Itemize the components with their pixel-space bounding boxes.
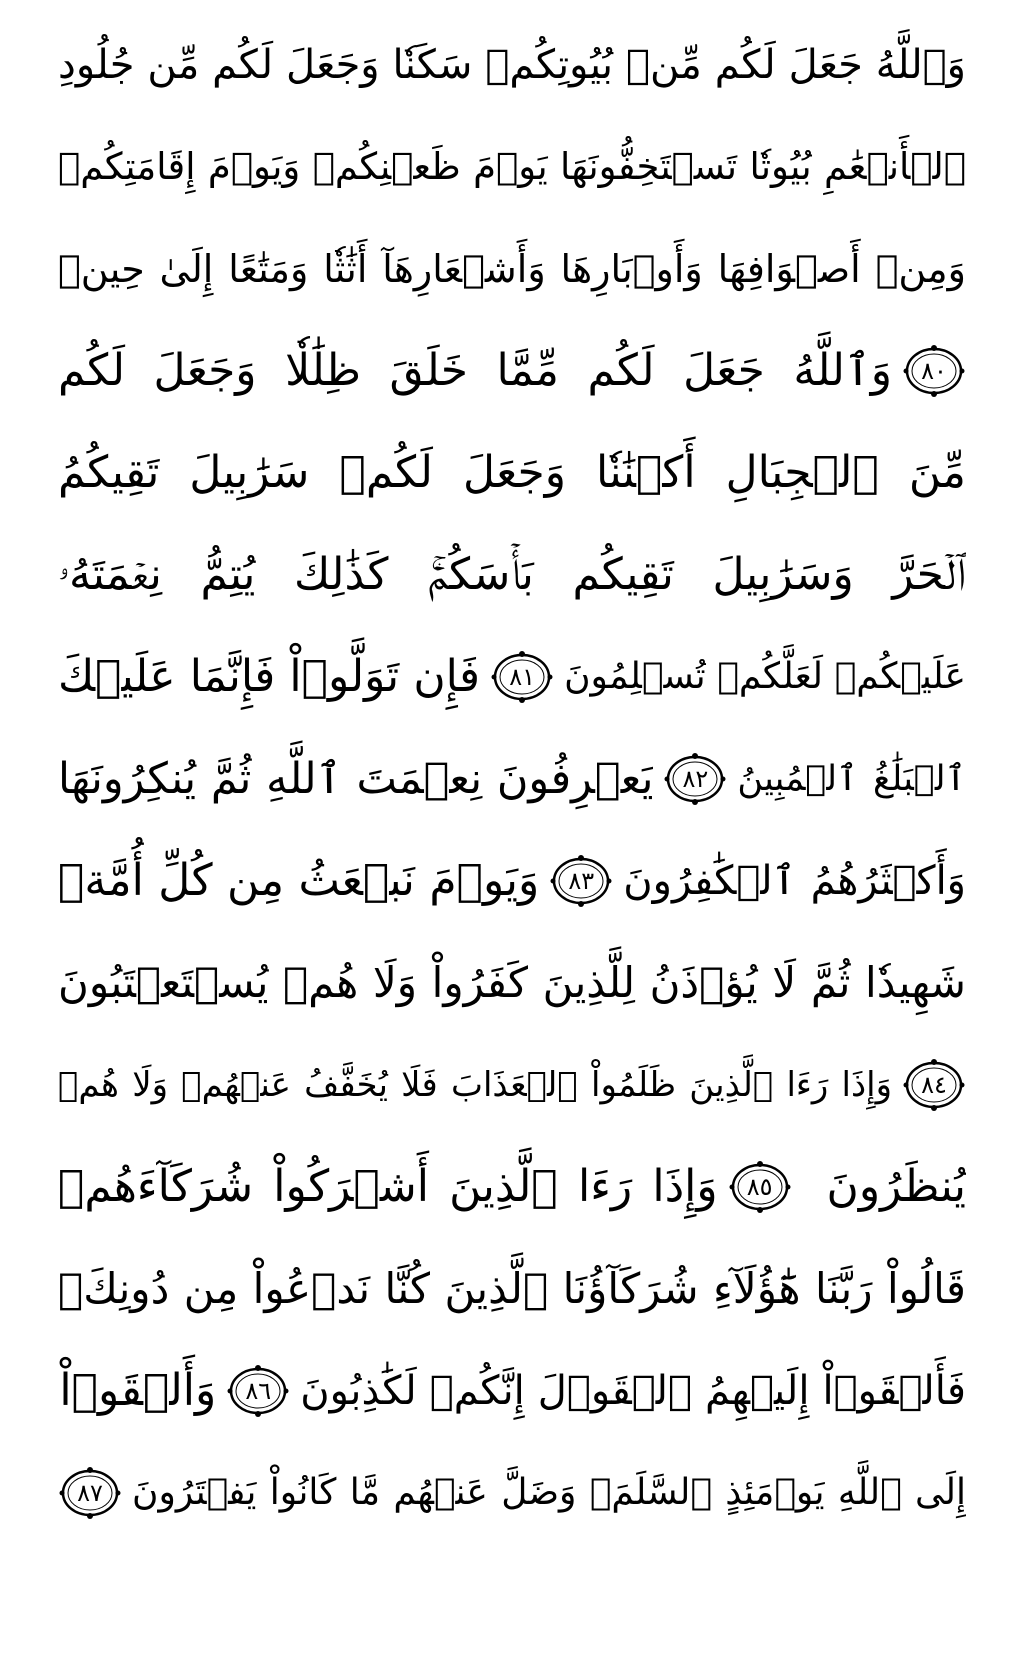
verse-end-marker bbox=[728, 1160, 792, 1214]
verse-text: شَهِيدٗا ثُمَّ لَا يُؤۡذَنُ لِلَّذِينَ كَفَرُواْ وَلَا هُمۡ يُسۡتَعۡتَبُونَ bbox=[58, 958, 966, 1007]
verse-end-marker bbox=[490, 650, 554, 704]
verse-text: وَيَوۡمَ نَبۡعَثُ مِن كُلِّ أُمَّةٖ bbox=[58, 855, 540, 906]
verse-number: ٨٠ bbox=[921, 357, 947, 385]
verse-text: وَمِنۡ أَصۡوَافِهَا وَأَوۡبَارِهَا وَأَشۡعَارِهَآ أَثَٰثٗا وَمَتَٰعًا إِلَىٰ حِينٖ bbox=[58, 247, 966, 291]
verse-text: مِّنَ ٱلۡجِبَالِ أَكۡنَٰنٗا وَجَعَلَ لَكُمۡ سَرَٰبِيلَ تَقِيكُمُ bbox=[58, 447, 966, 498]
verse-text: يُنظَرُونَ bbox=[826, 1161, 966, 1212]
verse-text: وَٱللَّهُ جَعَلَ لَكُم مِّمَّا خَلَقَ ظِلَٰلٗا وَجَعَلَ لَكُم bbox=[58, 345, 892, 396]
verse-text: فَأَلۡقَوۡاْ إِلَيۡهِمُ ٱلۡقَوۡلَ إِنَّكُمۡ لَكَٰذِبُونَ bbox=[300, 1368, 966, 1414]
verse-text: يَعۡرِفُونَ نِعۡمَتَ ٱللَّهِ ثُمَّ يُنكِرُونَهَا bbox=[58, 754, 654, 804]
verse-number: ٨١ bbox=[509, 663, 535, 691]
text-line bbox=[58, 1238, 966, 1340]
text-line bbox=[58, 422, 966, 524]
verse-end-marker bbox=[902, 344, 966, 398]
text-line bbox=[58, 1442, 966, 1544]
text-line bbox=[58, 830, 966, 932]
verse-text: إِلَى ٱللَّهِ يَوۡمَئِذٍ ٱلسَّلَمَۖ وَضَلَّ عَنۡهُم مَّا كَانُواْ يَفۡتَرُونَ bbox=[132, 1472, 966, 1513]
verse-end-marker bbox=[549, 854, 613, 908]
text-line bbox=[58, 320, 966, 422]
verse-number: ٨٥ bbox=[746, 1173, 773, 1201]
verse-number: ٨٢ bbox=[682, 765, 709, 793]
verse-number: ٨٧ bbox=[77, 1479, 103, 1507]
verse-text: فَإِن تَوَلَّوۡاْ فَإِنَّمَا عَلَيۡكَ bbox=[58, 651, 481, 702]
verse-text: وَإِذَا رَءَا ٱلَّذِينَ ظَلَمُواْ ٱلۡعَذَابَ فَلَا يُخَفَّفُ عَنۡهُمۡ وَلَا هُمۡ bbox=[58, 1065, 892, 1105]
verse-end-marker bbox=[226, 1364, 290, 1418]
verse-number: ٨٣ bbox=[568, 867, 595, 895]
verse-text: ٱلۡبَلَٰغُ ٱلۡمُبِينُ bbox=[737, 759, 966, 799]
verse-text: وَأَلۡقَوۡاْ bbox=[59, 1365, 217, 1416]
verse-number: ٨٤ bbox=[921, 1071, 947, 1099]
text-line bbox=[58, 524, 966, 626]
verse-text: ٱلۡحَرَّ وَسَرَٰبِيلَ تَقِيكُم بَأۡسَكُمۡۚ كَذَٰلِكَ يُتِمُّ نِعۡمَتَهُۥ bbox=[58, 549, 966, 600]
verse-number: ٨٦ bbox=[245, 1377, 272, 1405]
text-line bbox=[58, 728, 966, 830]
text-line bbox=[58, 1340, 966, 1442]
text-line bbox=[58, 626, 966, 728]
text-line bbox=[58, 116, 966, 218]
verse-text: وَإِذَا رَءَا ٱلَّذِينَ أَشۡرَكُواْ شُرَكَآءَهُمۡ bbox=[58, 1161, 718, 1212]
verse-end-marker bbox=[902, 1058, 966, 1112]
verse-text: وَأَكۡثَرُهُمُ ٱلۡكَٰفِرُونَ bbox=[623, 858, 966, 904]
verse-text: عَلَيۡكُمۡ لَعَلَّكُمۡ تُسۡلِمُونَ bbox=[564, 656, 966, 697]
text-line bbox=[58, 14, 966, 116]
text-line bbox=[58, 1136, 966, 1238]
verse-text: وَٱللَّهُ جَعَلَ لَكُم مِّنۢ بُيُوتِكُمۡ سَكَنٗا وَجَعَلَ لَكُم مِّن جُلُودِ bbox=[58, 42, 966, 88]
text-line bbox=[58, 1034, 966, 1136]
verse-text: ٱلۡأَنۡعَٰمِ بُيُوتٗا تَسۡتَخِفُّونَهَا يَوۡمَ ظَعۡنِكُمۡ وَيَوۡمَ إِقَامَتِكُمۡ bbox=[58, 145, 966, 188]
verse-text: قَالُواْ رَبَّنَا هَٰٓؤُلَآءِ شُرَكَآؤُنَا ٱلَّذِينَ كُنَّا نَدۡعُواْ مِن دُونِكَۖ bbox=[58, 1264, 966, 1313]
verse-end-marker bbox=[58, 1466, 122, 1520]
text-line bbox=[58, 218, 966, 320]
verse-end-marker bbox=[663, 752, 727, 806]
text-line bbox=[58, 932, 966, 1034]
